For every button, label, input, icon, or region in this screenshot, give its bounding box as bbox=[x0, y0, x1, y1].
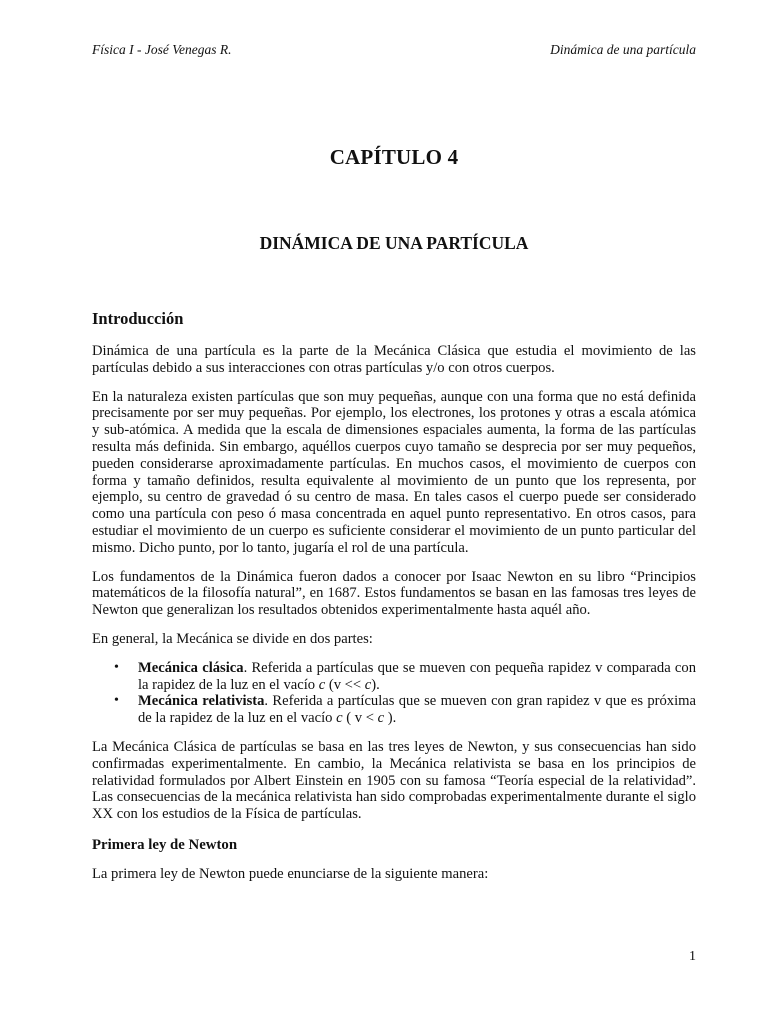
symbol-c: c bbox=[364, 676, 372, 693]
header-chapter-name: Dinámica de una partícula bbox=[550, 42, 696, 57]
bullet-icon: • bbox=[114, 693, 119, 709]
subsection-title-primera-ley: Primera ley de Newton bbox=[92, 836, 238, 853]
paragraph-first-law-intro: La primera ley de Newton puede enunciarse de la siguiente manera: bbox=[92, 865, 489, 882]
symbol-c: c bbox=[318, 676, 326, 693]
symbol-c: c bbox=[377, 710, 385, 727]
page-number: 1 bbox=[689, 949, 696, 964]
chapter-subtitle: DINÁMICA DE UNA PARTÍCULA bbox=[259, 233, 529, 253]
chapter-title: CAPÍTULO 4 bbox=[329, 145, 459, 169]
list-item-text: . Referida a partículas que se mueven con gran rapidez v que es próxima de la rapidez de la luz en el vacío bbox=[138, 693, 696, 727]
mechanics-list bbox=[92, 660, 696, 727]
page-content bbox=[92, 145, 696, 883]
paragraph-definition: Dinámica de una partícula es la parte de la Mecánica Clásica que estudia el movimiento de las partículas debido a sus interacciones con otras partículas y/o con otros cuerpos. bbox=[92, 343, 696, 376]
header-author: Física I - José Venegas R. bbox=[92, 42, 232, 57]
list-item-end: ). bbox=[384, 710, 397, 727]
paragraph-particles: En la naturaleza existen partículas que son muy pequeñas, aunque con una forma que no está definida precisamente por ser muy pequeñas. Por ejemplo, los electrones, los protones y otras a escala atómica y sub-atómica. A medida que la escala de dimensiones espaciales aumenta, la forma de las partículas resulta más definida. Sin embargo, aquéllos cuerpos cuyo tamaño se desprecia por ser muy pequeños, pueden considerarse aproximadamente partículas. En muchos casos, el movimiento de cuerpos con forma y tamaño definidos, resulta equivalente al movimiento de un punto que los representa, por ejemplo, su centro de gravedad ó su centro de masa. En tales casos el cuerpo puede ser considerado como una partícula con peso ó masa concentrada en aquel punto representativo. En otros casos, para estudiar el movimiento de un cuerpo es suficiente considerar el movimiento de un punto particular del mismo. Dicho punto, por lo tanto, jugaría el rol de una partícula. bbox=[92, 388, 696, 556]
list-item-end: ). bbox=[371, 676, 380, 693]
list-item-text: . Referida a partículas que se mueven con pequeña rapidez v comparada con la rapidez de la luz en el vacío bbox=[138, 659, 696, 693]
section-title-introduccion: Introducción bbox=[92, 309, 184, 328]
term-mecanica-relativista: Mecánica relativista bbox=[138, 693, 265, 710]
list-item-mecanica-clasica bbox=[92, 660, 696, 694]
paragraph-newton-foundations: Los fundamentos de la Dinámica fueron dados a conocer por Isaac Newton en su libro “Principios matemáticos de la filosofía natural”, en 1687. Estos fundamentos se basan en las famosas tres leyes de Newton que generalizan los resultados obtenidos experimentalmente hasta aquél año. bbox=[92, 568, 696, 619]
symbol-c: c bbox=[336, 710, 343, 727]
math-expression: ( v < bbox=[342, 710, 378, 727]
term-mecanica-clasica: Mecánica clásica bbox=[138, 659, 244, 676]
paragraph-classical-vs-relativistic: La Mecánica Clásica de partículas se basa en las tres leyes de Newton, y sus consecuencias han sido confirmadas experimentalmente. En cambio, la Mecánica relativista se basa en los principios de relatividad formulados por Albert Einstein en 1905 con su famosa “Teoría especial de la relatividad”. Las consecuencias de la mecánica relativista han sido comprobadas experimentalmente durante el siglo XX con los estudios de la Física de partículas. bbox=[92, 738, 696, 823]
math-expression: (v << bbox=[325, 676, 365, 693]
paragraph-mechanics-parts: En general, la Mecánica se divide en dos partes: bbox=[92, 630, 373, 647]
bullet-icon: • bbox=[114, 659, 119, 675]
list-item-mecanica-relativista bbox=[92, 693, 696, 727]
running-header bbox=[92, 42, 696, 58]
